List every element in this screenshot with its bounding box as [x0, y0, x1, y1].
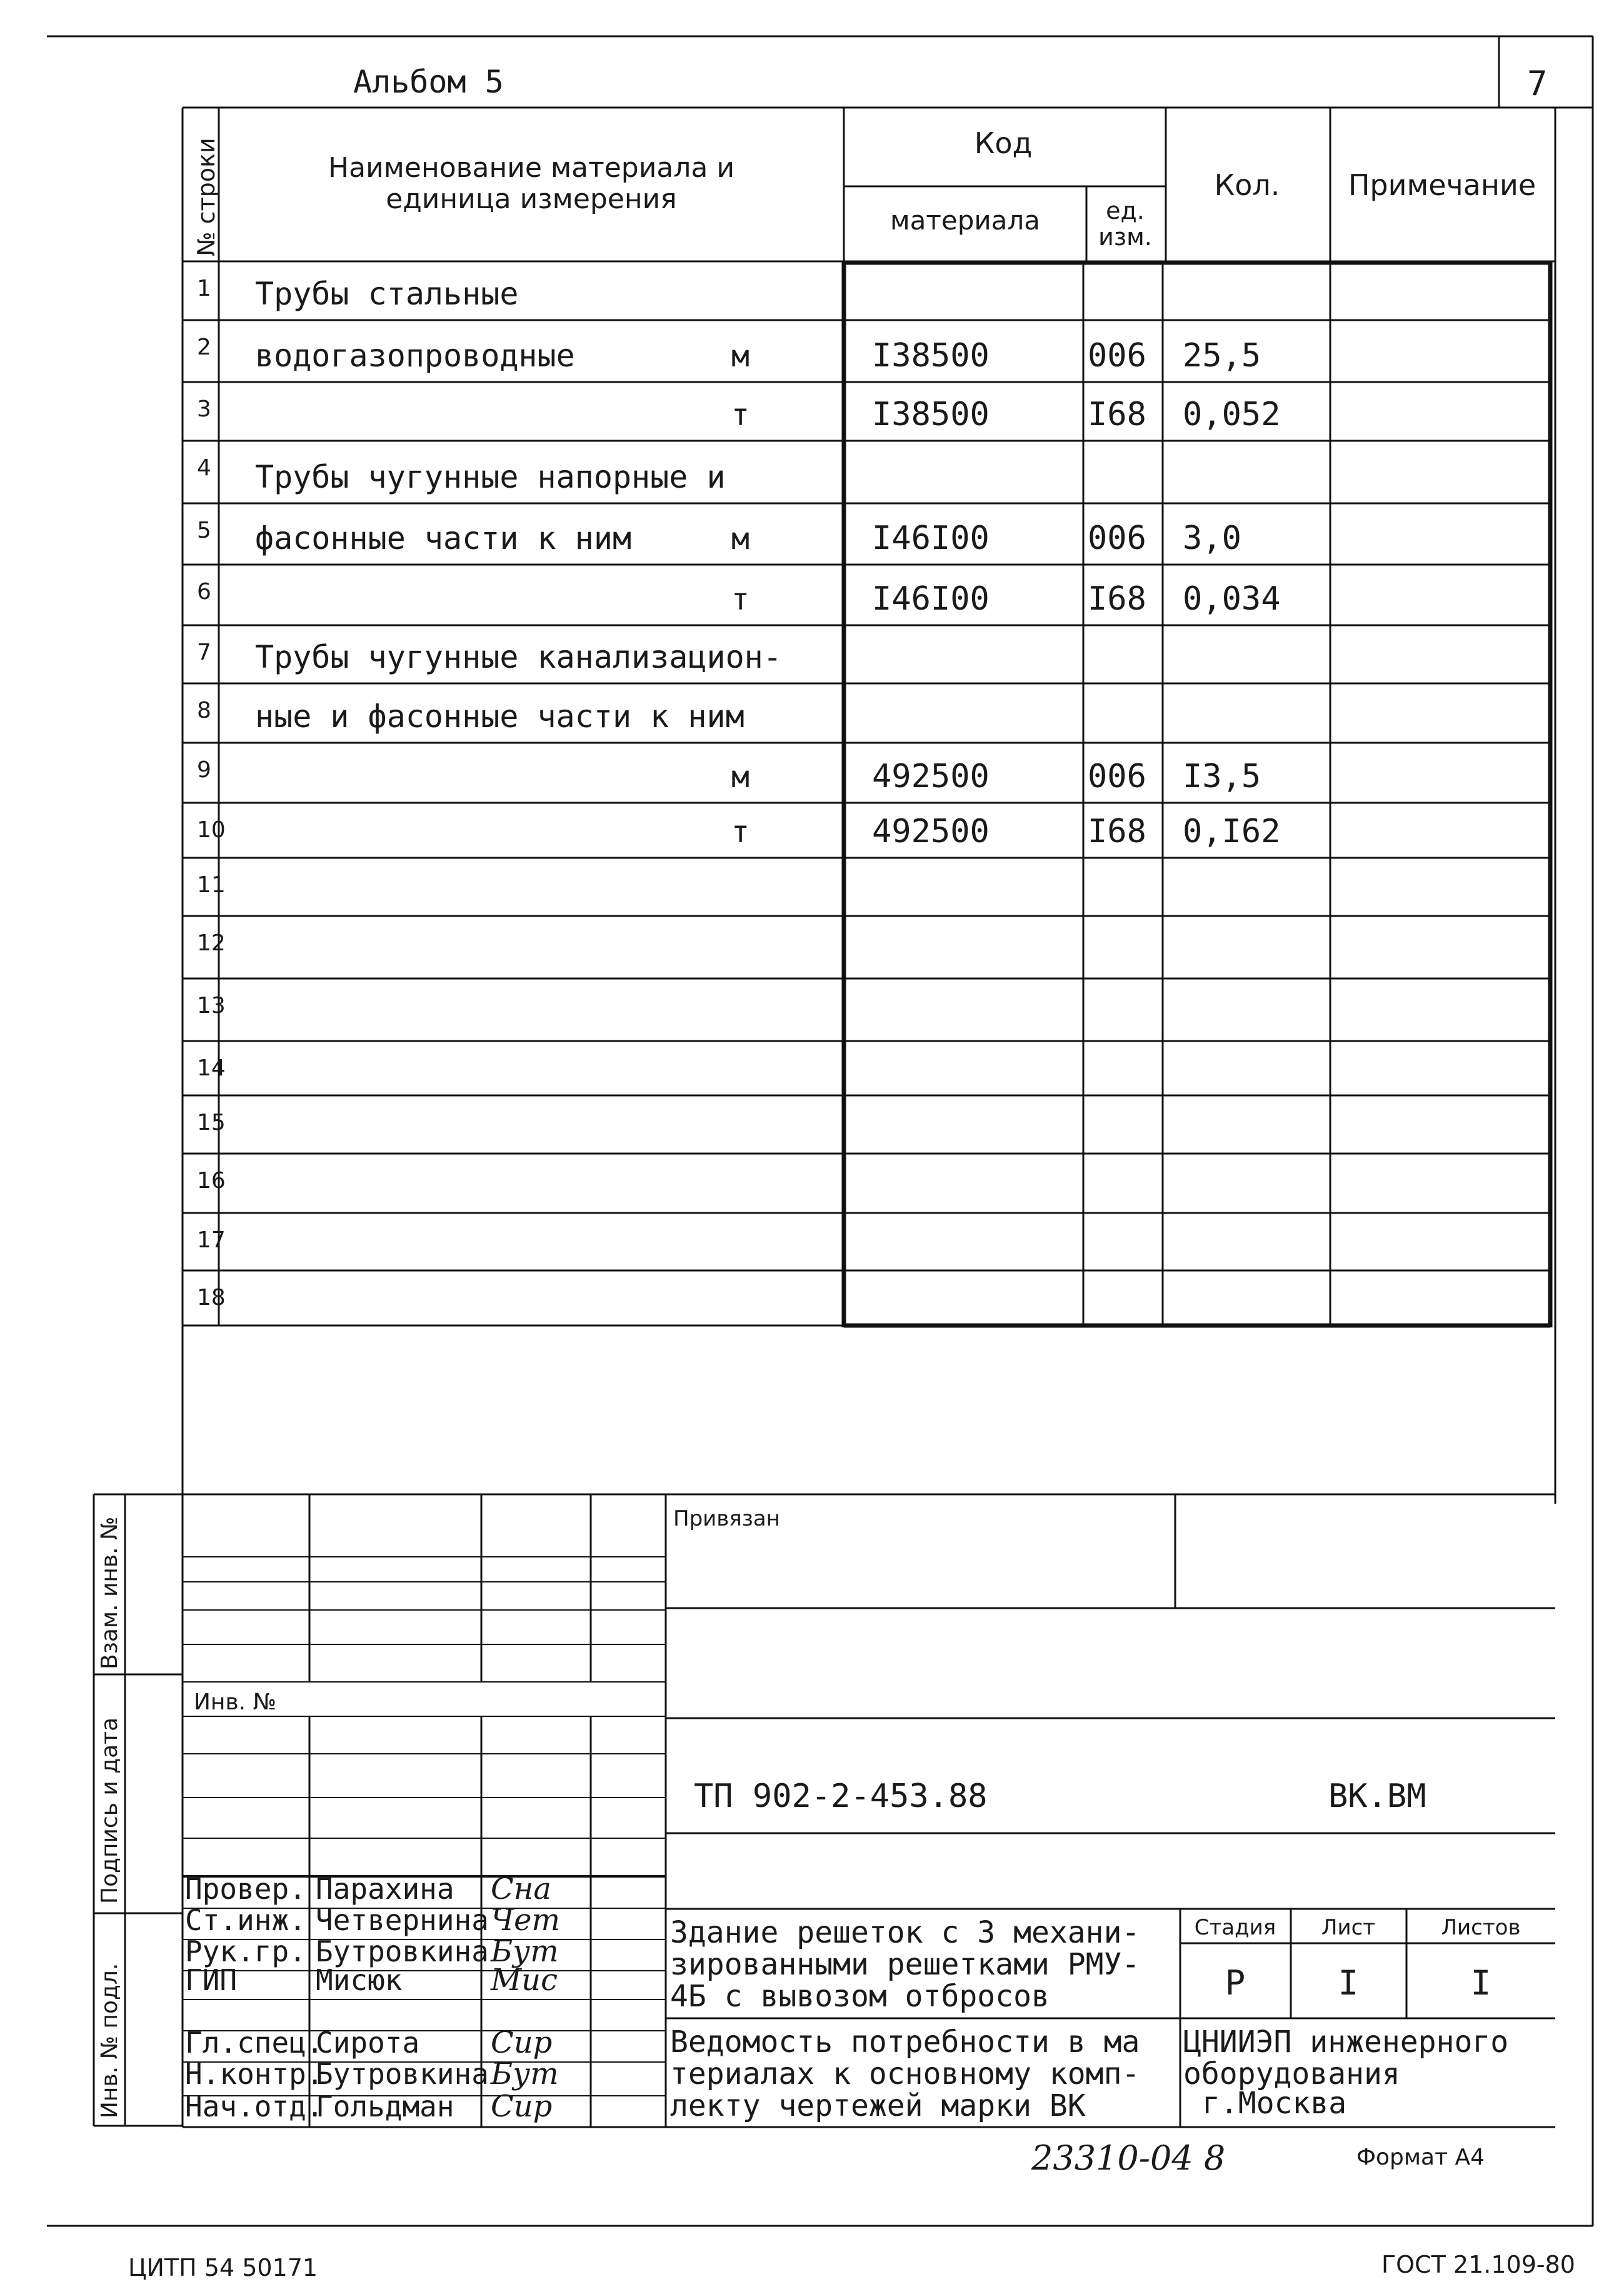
org-line2: оборудования — [1183, 2056, 1400, 2091]
row-number: 6 — [197, 579, 211, 605]
row-number: 4 — [197, 455, 211, 481]
row-number: 13 — [197, 993, 226, 1019]
col-unit-header-line2: изм. — [1098, 223, 1152, 251]
sheets-value: I — [1470, 1963, 1491, 2003]
row-unit-code: I68 — [1088, 396, 1146, 433]
org-line3: г.Москва — [1202, 2086, 1347, 2121]
signature-row — [185, 1871, 551, 1906]
signature-scribble: Мис — [491, 1963, 558, 1998]
col-note-header: Примечание — [1348, 168, 1536, 202]
doc-title-line3: лекту чертежей марки ВК — [670, 2088, 1086, 2123]
table-row — [183, 1168, 1550, 1213]
table-row — [183, 579, 1550, 625]
sheet-label: Лист — [1321, 1915, 1376, 1940]
col-row-no-header: № строки — [193, 138, 220, 256]
row-unit: т — [731, 815, 749, 850]
signature-scribble: Бут — [491, 1934, 559, 1969]
signature-scribble: Бут — [491, 2056, 559, 2091]
sheet-value: I — [1338, 1963, 1359, 2003]
row-number: 12 — [197, 930, 226, 956]
row-material-code: 492500 — [872, 813, 990, 850]
row-number: 5 — [197, 518, 211, 543]
row-quantity: 0,034 — [1183, 580, 1281, 618]
table-header — [183, 108, 1555, 1504]
project-designation: ТП 902-2-453.88 — [694, 1778, 988, 1815]
format-label: Формат А4 — [1356, 2145, 1485, 2170]
row-quantity: 3,0 — [1183, 520, 1241, 557]
signature-name: Мисюк — [316, 1963, 403, 1997]
signature-role: Рук.гр. — [185, 1934, 306, 1968]
signature-name: Гольдман — [316, 2090, 454, 2123]
drawing-mark: ВК.ВМ — [1328, 1778, 1426, 1815]
row-unit: т — [731, 582, 749, 617]
stage-value: Р — [1225, 1963, 1246, 2003]
signature-role: Ст.инж. — [185, 1903, 306, 1937]
table-row — [183, 396, 1550, 441]
org-line1: ЦНИИЭП инженерного — [1183, 2025, 1509, 2060]
row-quantity: 25,5 — [1183, 337, 1261, 375]
signature-role: Нач.отд. — [185, 2090, 324, 2123]
row-name: фасонные части к ним — [255, 520, 632, 556]
table-row — [183, 872, 1550, 916]
row-unit: м — [731, 339, 749, 374]
side-label-inv-podl: Инв. № подл. — [97, 1963, 123, 2118]
side-label-zam-inv: Взам. инв. № — [97, 1516, 123, 1669]
signature-scribble: Чет — [491, 1903, 561, 1938]
object-name-line3: 4Б с вывозом отбросов — [670, 1979, 1050, 2014]
footer-right-code: ГОСТ 21.109-80 — [1381, 2251, 1575, 2278]
row-material-code: 492500 — [872, 758, 990, 795]
object-name-line2: зированными решетками РМУ- — [670, 1947, 1140, 1982]
row-material-code: I46I00 — [872, 520, 990, 557]
row-number: 2 — [197, 335, 211, 360]
table-row — [183, 1285, 1550, 1326]
table-row — [183, 639, 1550, 683]
col-qty-header: Кол. — [1214, 168, 1280, 202]
signature-row — [185, 2025, 552, 2060]
row-quantity: 0,052 — [1183, 396, 1281, 433]
sheet-number: 7 — [1527, 64, 1548, 103]
signature-role: Н.контр. — [185, 2057, 324, 2091]
signature-role: Провер. — [185, 1872, 306, 1906]
side-stamp — [94, 1494, 183, 2126]
row-name: Трубы стальные — [255, 276, 519, 312]
row-number: 17 — [197, 1227, 226, 1253]
row-number: 1 — [197, 276, 211, 301]
row-unit-code: 006 — [1088, 758, 1146, 795]
row-number: 16 — [197, 1168, 226, 1194]
signature-role: Гл.спец. — [185, 2026, 324, 2060]
row-unit: м — [731, 760, 749, 795]
row-unit-code: I68 — [1088, 580, 1146, 618]
col-unit-header-line1: ед. — [1106, 197, 1145, 224]
row-unit-code: 006 — [1088, 337, 1146, 375]
col-name-header-line1: Наименование материала и — [328, 152, 734, 184]
signature-row — [185, 2089, 552, 2124]
row-number: 11 — [197, 872, 226, 898]
footer — [128, 2138, 1575, 2281]
album-label: Альбом 5 — [353, 64, 504, 100]
row-number: 9 — [197, 757, 211, 783]
row-quantity: 0,I62 — [1183, 813, 1281, 850]
signature-rows — [183, 1871, 666, 2124]
table-row — [183, 1055, 1550, 1095]
signature-row — [185, 2056, 559, 2091]
row-material-code: I38500 — [872, 337, 990, 375]
row-material-code: I46I00 — [872, 580, 990, 618]
signature-name: Сирота — [316, 2026, 420, 2060]
table-row — [183, 276, 1550, 320]
col-name-header-line2: единица измерения — [386, 183, 677, 215]
sheets-label: Листов — [1441, 1915, 1521, 1940]
row-name: водогазопроводные — [255, 338, 575, 374]
row-number: 7 — [197, 640, 211, 665]
signature-name: Бутровкина — [316, 2057, 489, 2091]
table-row — [183, 993, 1550, 1041]
signature-role: ГИП — [185, 1963, 238, 1997]
signature-row — [185, 1903, 560, 1938]
table-row — [183, 1110, 1550, 1154]
row-number: 8 — [197, 698, 211, 723]
table-row — [183, 1227, 1550, 1270]
table-row — [183, 455, 1550, 503]
col-material-header: материала — [890, 205, 1041, 236]
signature-scribble: Сир — [491, 2089, 553, 2124]
inv-no-label: Инв. № — [194, 1689, 277, 1715]
table-row — [183, 930, 1550, 978]
row-number: 15 — [197, 1110, 226, 1135]
doc-title-line1: Ведомость потребности в ма — [670, 2025, 1140, 2060]
row-number: 14 — [197, 1055, 226, 1081]
side-label-podpis-data: Подпись и дата — [97, 1717, 123, 1904]
row-number: 18 — [197, 1285, 226, 1311]
table-body — [183, 261, 1550, 1327]
table-row — [183, 335, 1550, 382]
table-row — [183, 813, 1550, 858]
doc-title-line2: териалах к основному комп- — [670, 2056, 1140, 2091]
handwritten-inventory-number: 23310-04 8 — [1031, 2138, 1226, 2178]
row-unit-code: I68 — [1088, 813, 1146, 850]
row-name: ные и фасонные части к ним — [255, 698, 744, 735]
signature-name: Бутровкина — [316, 1934, 489, 1968]
row-unit-code: 006 — [1088, 520, 1146, 557]
row-number: 10 — [197, 817, 226, 843]
signature-scribble: Сир — [491, 2025, 553, 2060]
privyazan-label: Привязан — [673, 1506, 780, 1531]
row-name: Трубы чугунные напорные и — [255, 459, 726, 495]
table-row — [183, 757, 1550, 803]
row-name: Трубы чугунные канализацион- — [255, 639, 782, 675]
stage-label: Стадия — [1194, 1915, 1276, 1940]
col-code-header: Код — [974, 126, 1033, 160]
row-number: 3 — [197, 396, 211, 422]
row-material-code: I38500 — [872, 396, 990, 433]
signature-name: Четвернина — [316, 1903, 489, 1937]
object-name-line1: Здание решеток с 3 механи- — [670, 1915, 1140, 1950]
row-unit: м — [731, 521, 749, 556]
table-row — [183, 698, 1550, 743]
row-unit: т — [731, 398, 749, 433]
row-quantity: I3,5 — [1183, 758, 1261, 795]
footer-left-code: ЦИТП 54 50171 — [128, 2254, 318, 2281]
signature-name: Парахина — [316, 1872, 454, 1906]
signature-scribble: Сна — [491, 1871, 551, 1906]
table-row — [183, 518, 1550, 565]
